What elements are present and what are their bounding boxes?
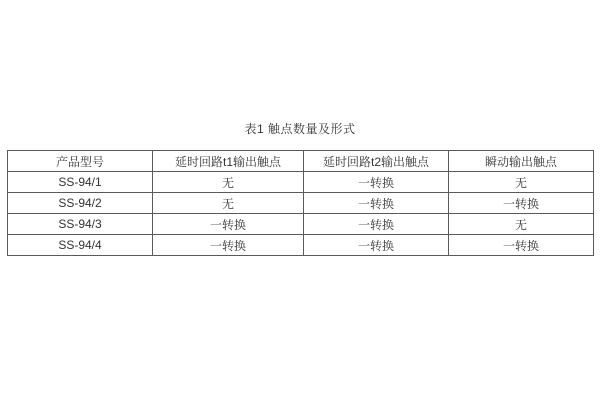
cell-t2: 一转换 [304,235,449,256]
cell-instant: 一转换 [449,235,594,256]
table-row [8,193,594,214]
table-row [8,214,594,235]
header-t2-output-contact: 延时回路t2输出触点 [304,151,449,172]
cell-instant: 一转换 [449,193,594,214]
cell-t1: 无 [153,193,304,214]
cell-t2: 一转换 [304,172,449,193]
cell-t2: 一转换 [304,214,449,235]
table-row [8,235,594,256]
cell-t1: 一转换 [153,235,304,256]
cell-t1: 一转换 [153,214,304,235]
cell-model: SS-94/3 [8,214,153,235]
cell-t1: 无 [153,172,304,193]
cell-model: SS-94/4 [8,235,153,256]
cell-instant: 无 [449,172,594,193]
cell-model: SS-94/1 [8,172,153,193]
header-instant-output-contact: 瞬动输出触点 [449,151,594,172]
header-product-model: 产品型号 [8,151,153,172]
cell-t2: 一转换 [304,193,449,214]
header-t1-output-contact: 延时回路t1输出触点 [153,151,304,172]
contacts-table [7,150,594,256]
table-title: 表1 触点数量及形式 [244,122,356,136]
table-header-row [8,151,594,172]
cell-instant: 无 [449,214,594,235]
table-row [8,172,594,193]
cell-model: SS-94/2 [8,193,153,214]
